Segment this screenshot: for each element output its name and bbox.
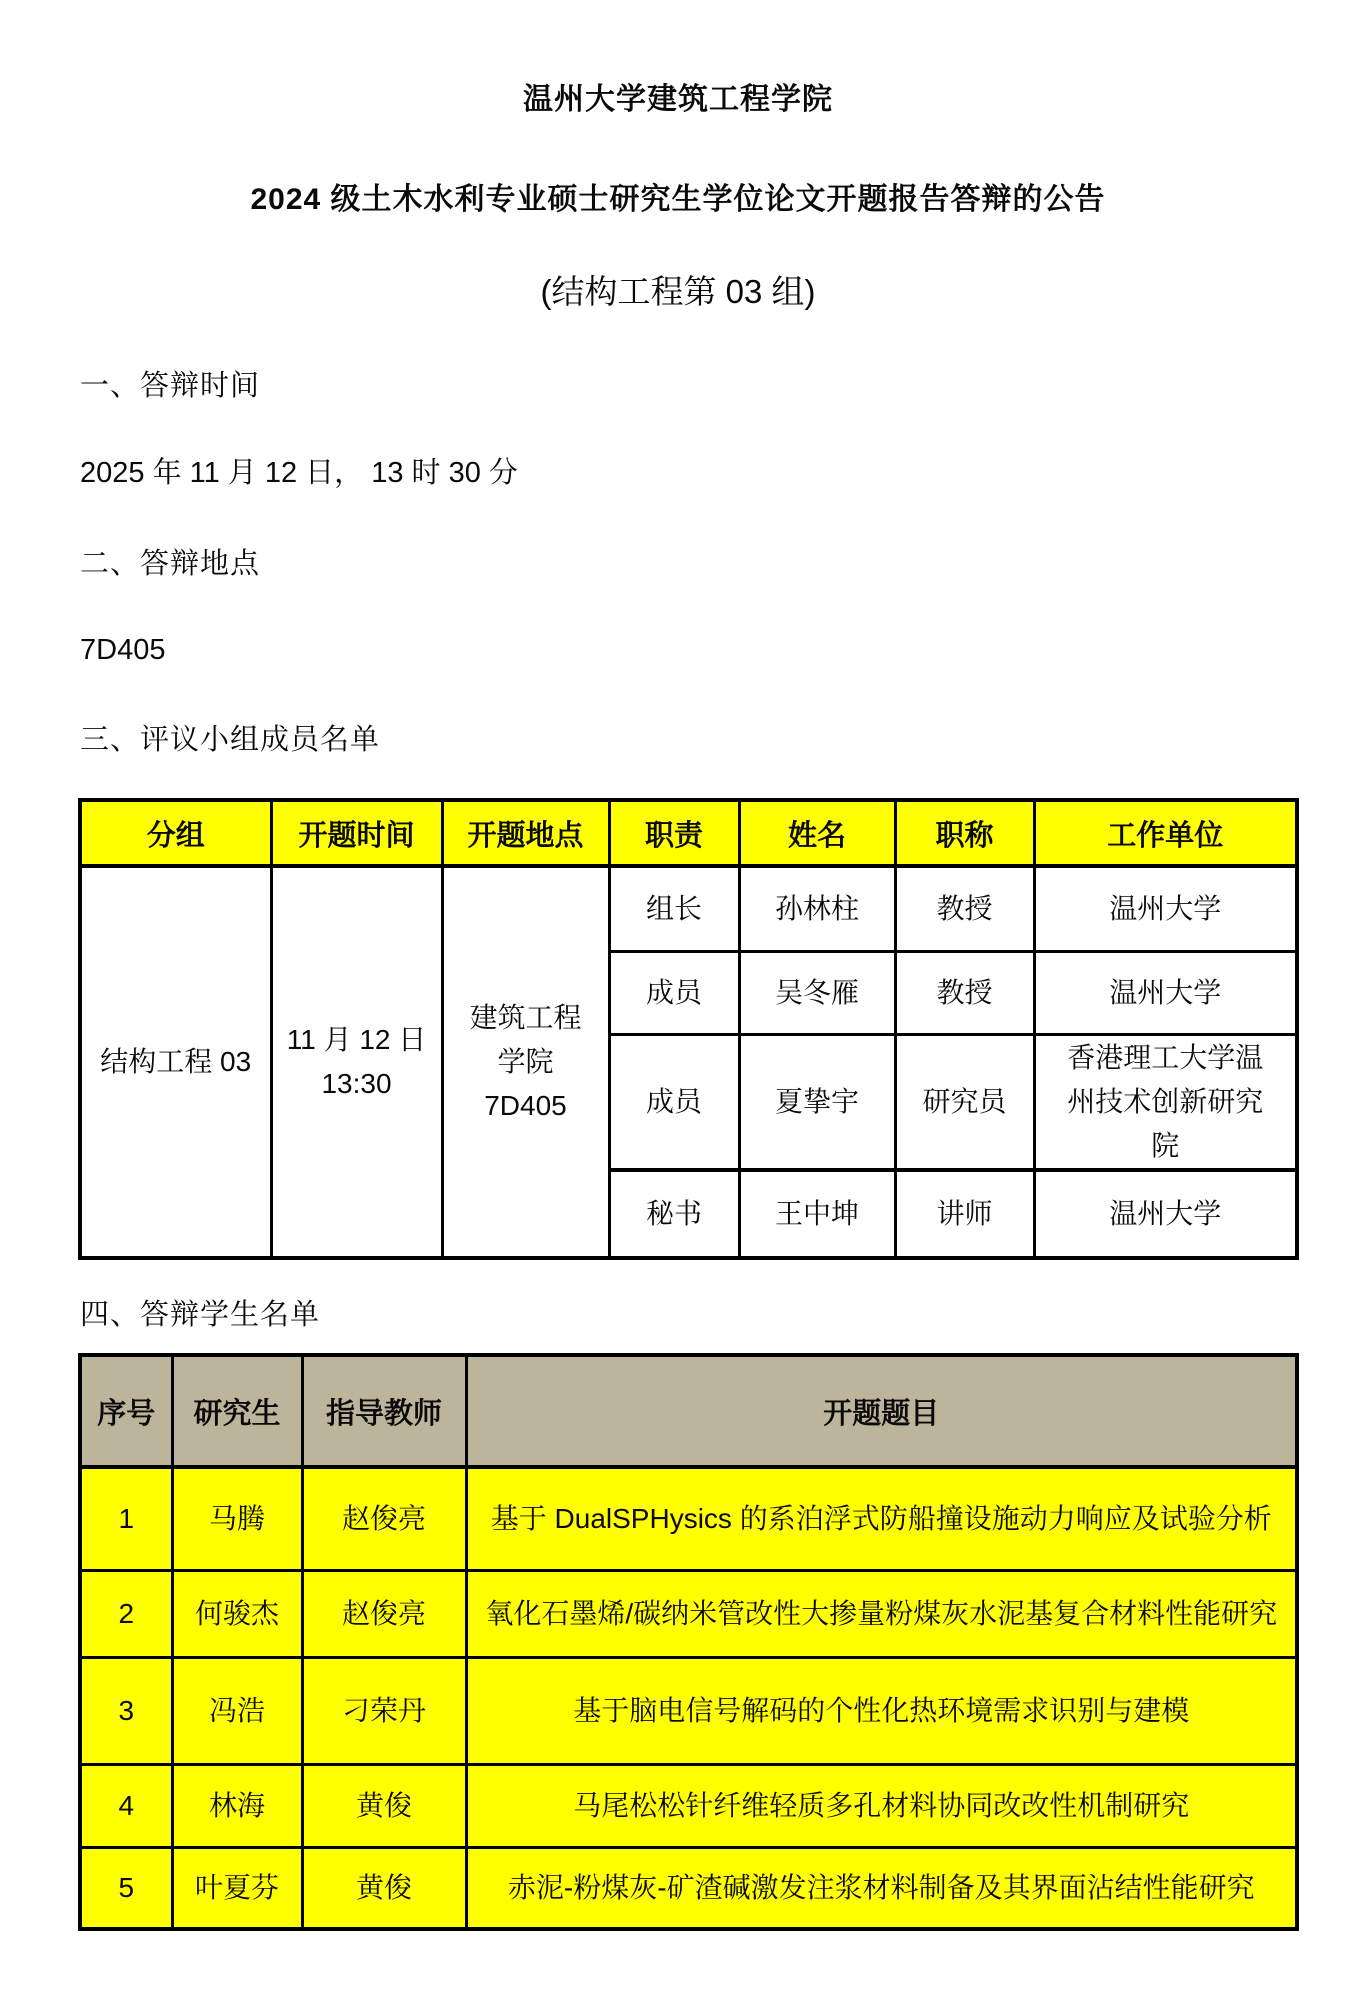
student-advisor: 赵俊亮 <box>302 1571 466 1658</box>
committee-time-line2: 13:30 <box>321 1068 392 1099</box>
committee-col-title: 职称 <box>895 800 1034 866</box>
group-line: (结构工程第 03 组) <box>540 273 816 310</box>
defense-place-value: 7D405 <box>80 634 166 666</box>
member-role: 成员 <box>609 952 739 1035</box>
student-row <box>80 1467 1297 1571</box>
member-name: 吴冬雁 <box>739 952 895 1035</box>
committee-place-line3: 7D405 <box>484 1090 567 1121</box>
student-name: 叶夏芬 <box>172 1848 302 1930</box>
student-no: 2 <box>80 1571 172 1658</box>
member-unit: 温州大学 <box>1034 866 1297 952</box>
member-unit: 温州大学 <box>1034 952 1297 1035</box>
students-col-advisor: 指导教师 <box>302 1355 466 1467</box>
student-name: 林海 <box>172 1765 302 1848</box>
student-topic: 马尾松松针纤维轻质多孔材料协同改改性机制研究 <box>466 1765 1297 1848</box>
member-name: 王中坤 <box>739 1170 895 1258</box>
student-name: 何骏杰 <box>172 1571 302 1658</box>
students-table <box>78 1353 1299 1931</box>
committee-time-cell <box>271 866 442 1258</box>
committee-group-cell: 结构工程 03 <box>80 866 271 1258</box>
member-title: 教授 <box>895 952 1034 1035</box>
section-heading-committee: 三、评议小组成员名单 <box>80 724 381 756</box>
section-heading-students: 四、答辩学生名单 <box>80 1299 321 1331</box>
students-col-student: 研究生 <box>172 1355 302 1467</box>
page-title: 温州大学建筑工程学院 <box>523 83 833 116</box>
committee-place-line1: 建筑工程 <box>469 1002 582 1033</box>
student-advisor: 赵俊亮 <box>302 1467 466 1571</box>
student-topic: 赤泥-粉煤灰-矿渣碱激发注浆材料制备及其界面沾结性能研究 <box>466 1848 1297 1930</box>
student-advisor: 黄俊 <box>302 1848 466 1930</box>
member-unit: 温州大学 <box>1034 1170 1297 1258</box>
page-subtitle: 2024 级土木水利专业硕士研究生学位论文开题报告答辩的公告 <box>250 183 1106 216</box>
committee-time-line1: 11 月 12 日 <box>286 1024 427 1055</box>
student-advisor: 黄俊 <box>302 1765 466 1848</box>
member-title: 研究员 <box>895 1035 1034 1171</box>
student-topic: 基于 DualSPHysics 的系泊浮式防船撞设施动力响应及试验分析 <box>466 1467 1297 1571</box>
committee-col-place: 开题地点 <box>442 800 609 866</box>
student-name: 冯浩 <box>172 1658 302 1765</box>
member-role: 秘书 <box>609 1170 739 1258</box>
section-heading-defense-place: 二、答辩地点 <box>80 548 261 580</box>
defense-time-value: 2025 年 11 月 12 日， 13 时 30 分 <box>80 457 518 489</box>
students-col-no: 序号 <box>80 1355 172 1467</box>
student-topic: 基于脑电信号解码的个性化热环境需求识别与建模 <box>466 1658 1297 1765</box>
section-heading-defense-time: 一、答辩时间 <box>80 370 261 402</box>
students-col-topic: 开题题目 <box>466 1355 1297 1467</box>
committee-place-line2: 学院 <box>497 1046 554 1077</box>
student-advisor: 刁荣丹 <box>302 1658 466 1765</box>
student-no: 5 <box>80 1848 172 1930</box>
committee-col-group: 分组 <box>80 800 271 866</box>
student-name: 马腾 <box>172 1467 302 1571</box>
member-role: 组长 <box>609 866 739 952</box>
student-no: 3 <box>80 1658 172 1765</box>
committee-header-row <box>80 800 1297 866</box>
student-row <box>80 1848 1297 1930</box>
student-row <box>80 1765 1297 1848</box>
students-header-row <box>80 1355 1297 1467</box>
student-no: 1 <box>80 1467 172 1571</box>
member-role: 成员 <box>609 1035 739 1171</box>
member-title: 教授 <box>895 866 1034 952</box>
student-row <box>80 1571 1297 1658</box>
member-unit: 香港理工大学温州技术创新研究院 <box>1034 1035 1297 1171</box>
committee-col-role: 职责 <box>609 800 739 866</box>
committee-col-unit: 工作单位 <box>1034 800 1297 866</box>
member-title: 讲师 <box>895 1170 1034 1258</box>
committee-col-name: 姓名 <box>739 800 895 866</box>
student-topic: 氧化石墨烯/碳纳米管改性大掺量粉煤灰水泥基复合材料性能研究 <box>466 1571 1297 1658</box>
student-row <box>80 1658 1297 1765</box>
committee-place-cell <box>442 866 609 1258</box>
committee-row <box>80 866 1297 952</box>
committee-col-time: 开题时间 <box>271 800 442 866</box>
member-name: 夏挚宇 <box>739 1035 895 1171</box>
student-no: 4 <box>80 1765 172 1848</box>
committee-table <box>78 798 1299 1260</box>
member-name: 孙林柱 <box>739 866 895 952</box>
